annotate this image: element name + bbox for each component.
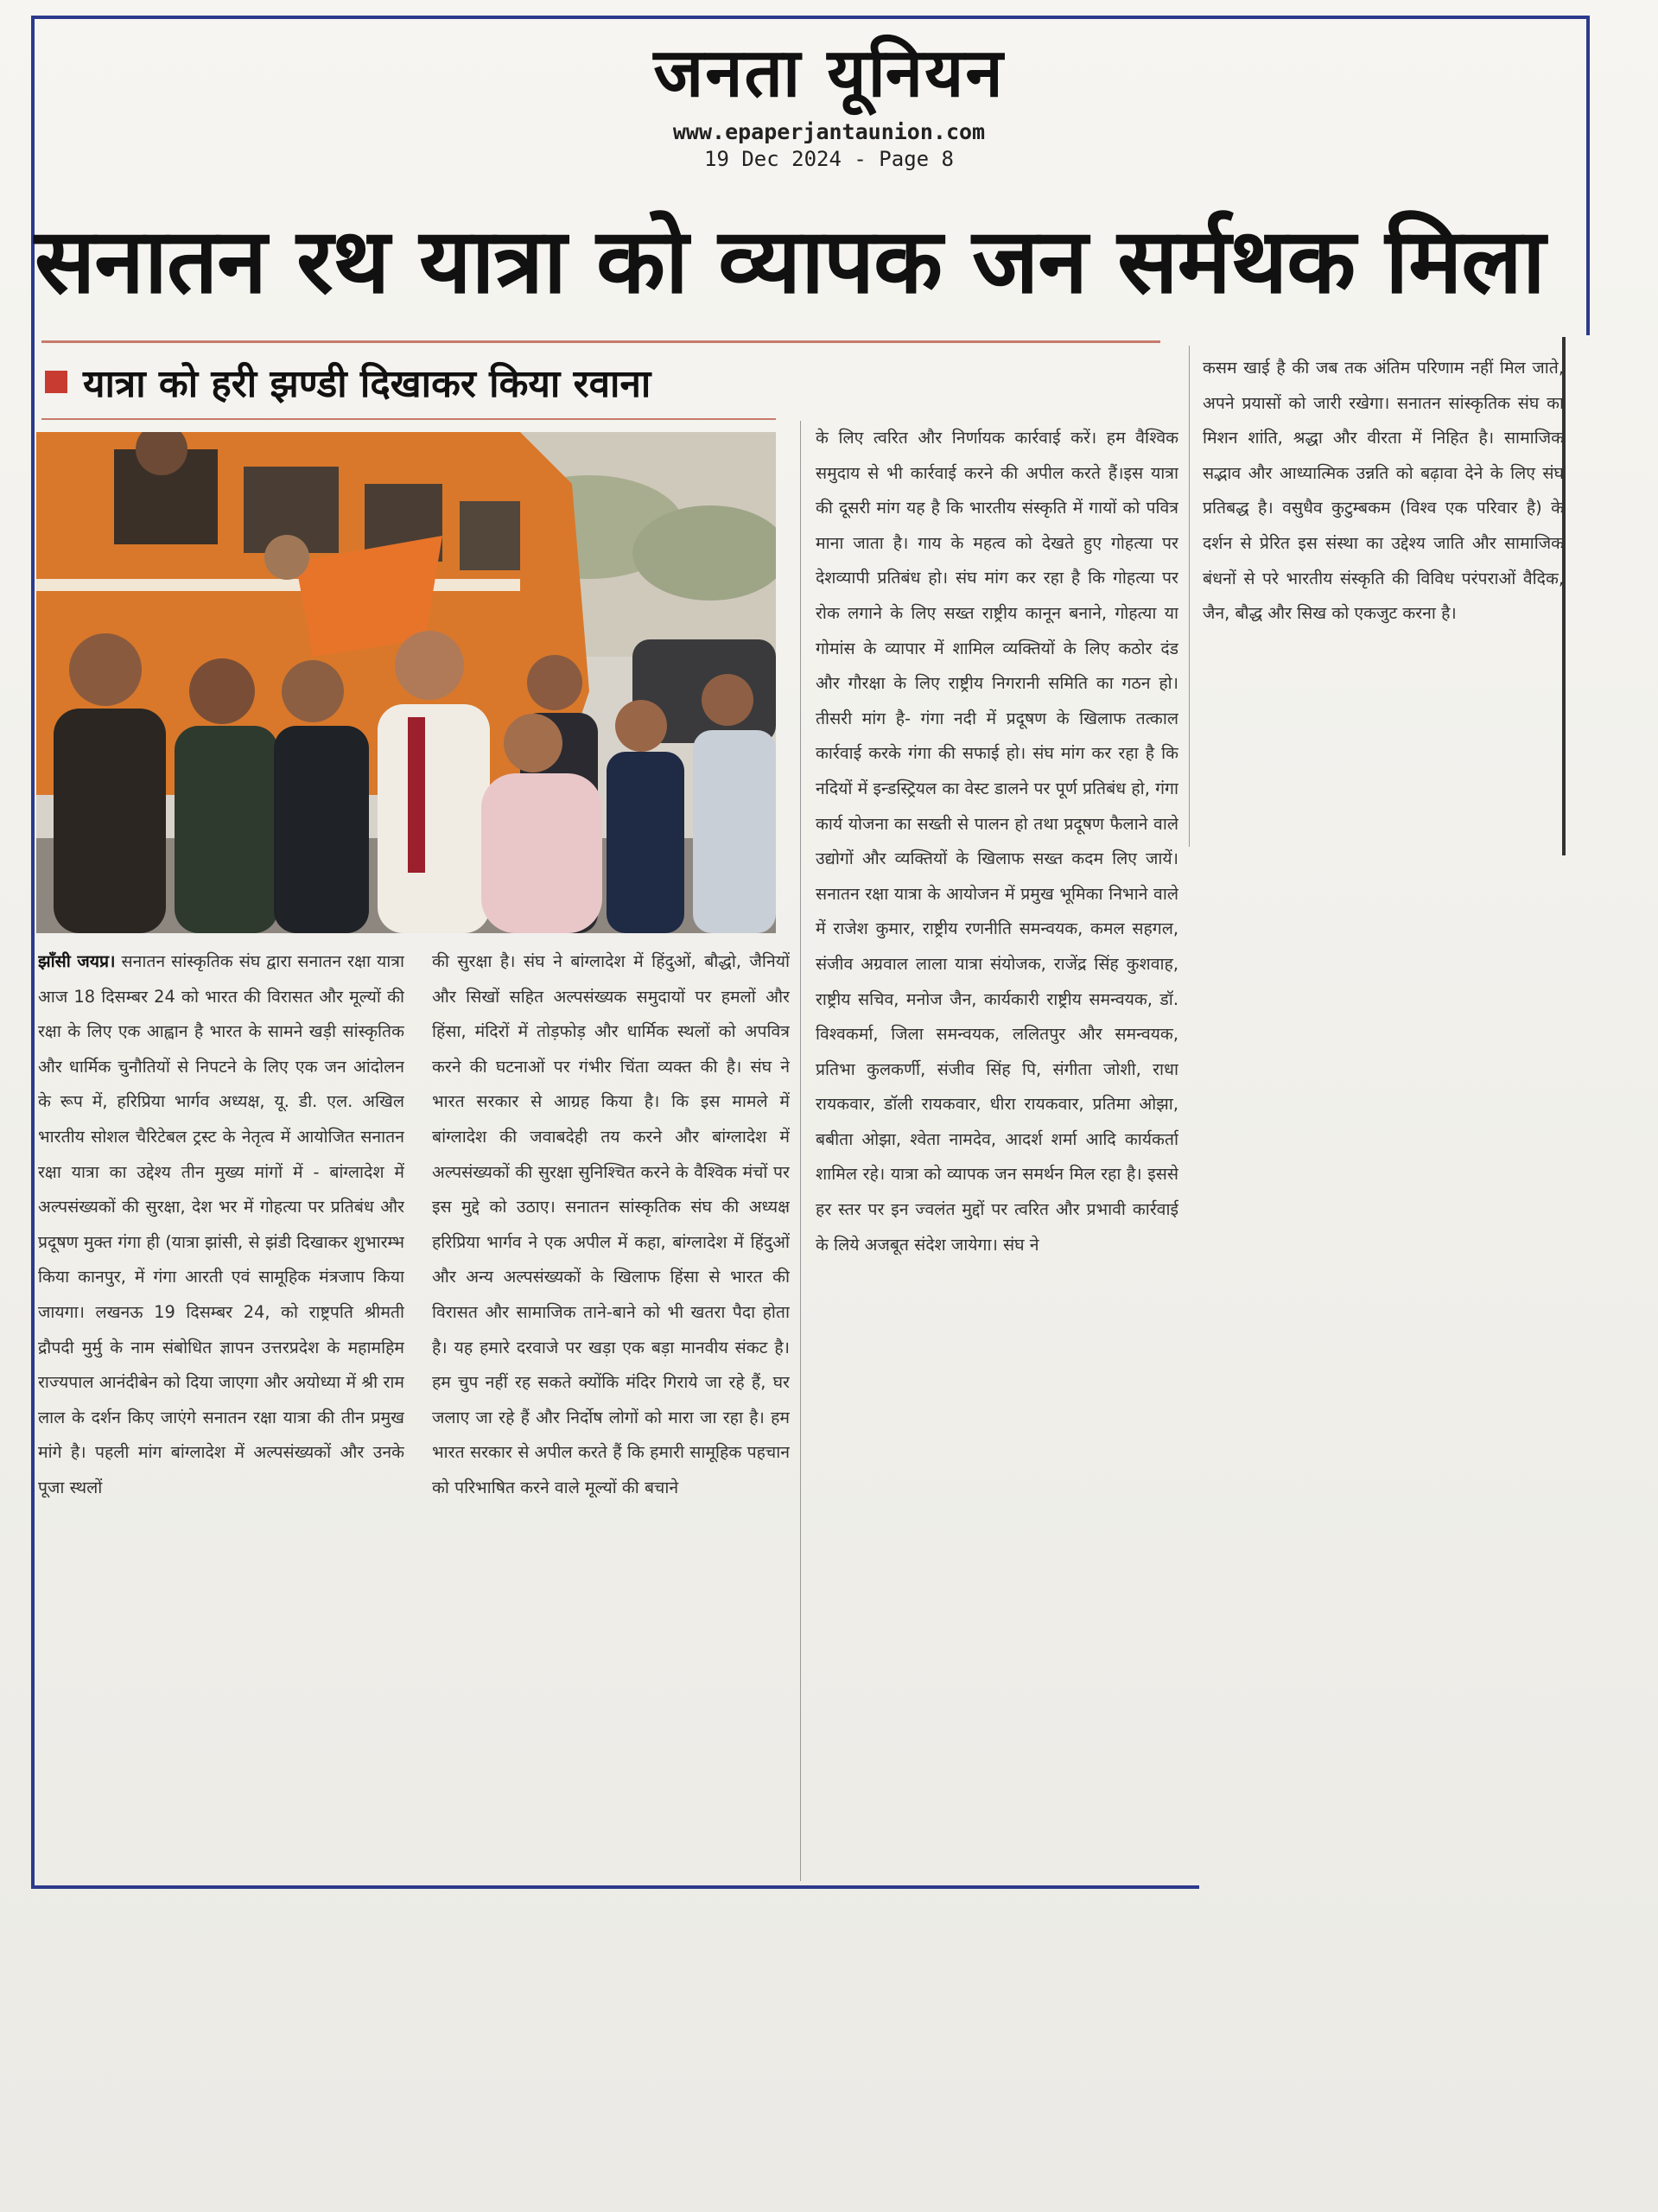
headline: सनातन रथ यात्रा को व्यापक जन सर्मथक मिला <box>35 208 1545 314</box>
article-column-3 <box>816 421 1178 1891</box>
photo-illustration <box>36 432 776 933</box>
col-divider <box>800 421 801 1881</box>
headline-rule <box>41 340 1160 343</box>
column-3-text: के लिए त्वरित और निर्णायक कार्रवाई करें। हम वैश्विक समुदाय से भी कार्रवाई करने की अपील करते हैं।इस यात्रा की दूसरी मांग यह है कि भारतीय संस्कृति में गायों को पवित्र माना जाता है। गाय के महत्व को देखते हुए गोहत्या पर देशव्यापी प्रतिबंध हो। संघ मांग कर रहा है कि गोहत्या पर रोक लगाने के लिए सख्त राष्ट्रीय कानून बनाने, गोहत्या या गोमांस के व्यापार में शामिल व्यक्तियों के लिए कठोर दंड और गौरक्षा के लिए राष्ट्रीय निगरानी समिति का गठन हो। तीसरी मांग है- गंगा नदी में प्रदूषण के खिलाफ तत्काल कार्रवाई करके गंगा की सफाई हो। संघ मांग कर रहा है कि नदियों में इन्डस्ट्रियल का वेस्ट डालने पर पूर्ण प्रतिबंध हो, गंगा कार्य योजना का सख्ती से पालन हो तथा प्रदूषण फैलाने वाले उद्योगों और व्यक्तियों के खिलाफ सख्त कदम लिए जायें। सनातन रक्षा यात्रा के आयोजन में प्रमुख भूमिका निभाने वाले में राजेश कुमार, राष्ट्रीय रणनीति समन्वयक, कमल सहगल, संजीव अग्रवाल लाला यात्रा संयोजक, राजेंद्र सिंह कुशवाह, राष्ट्रीय सचिव, मनोज जैन, कार्यकारी राष्ट्रीय समन्वयक, डॉ. विश्वकर्मा, जिला समन्वयक, ललितपुर और समन्वयक, प्रतिभा कुलकर्णी, संजीव सिंह पि, संगीता जोशी, राधा रायकवार, डॉली रायकवार, धीरा रायकवार, प्रतिमा ओझा, बबीता ओझा, श्वेता नामदेव, आदर्श शर्मा आदि कार्यकर्ता शामिल रहे। यात्रा को व्यापक जन समर्थन मिल रहा है। इससे हर स्तर पर इन ज्वलंत मुद्दों पर त्वरित और प्रभावी कार्रवाई के लिये अजबूत संदेश जायेगा। संघ ने <box>816 428 1178 1255</box>
masthead-url: www.epaperjantaunion.com <box>672 119 986 144</box>
article-column-1 <box>38 944 404 1885</box>
bullet-square-icon <box>45 371 67 393</box>
subhead-rule <box>41 418 776 420</box>
subhead-text: यात्रा को हरी झण्डी दिखाकर किया रवाना <box>83 362 651 406</box>
col-divider <box>1189 346 1190 847</box>
article-column-4 <box>1203 351 1564 835</box>
dateline: झाँसी जयप्र। <box>38 951 116 971</box>
masthead-date: 19 Dec 2024 - Page 8 <box>704 147 954 171</box>
subhead <box>45 356 651 408</box>
frame-top <box>31 16 1590 19</box>
column-4-text: कसम खाई है की जब तक अंतिम परिणाम नहीं मिल जाते, अपने प्रयासों को जारी रखेगा। सनातन सांस्कृतिक संघ का मिशन शांति, श्रद्धा और वीरता में निहित है। सामाजिक सद्भाव और आध्यात्मिक उन्नति को बढ़ावा देने के लिए संघ प्रतिबद्ध है। वसुधैव कुटुम्बकम (विश्व एक परिवार है) के दर्शन से प्रेरित इस संस्था का उद्देश्य जाति और सामाजिक बंधनों से परे भारतीय संस्कृति की विविध परंपराओं वैदिक, जैन, बौद्ध और सिख को एकजुट करना है। <box>1203 358 1564 624</box>
column-2-text: की सुरक्षा है। संघ ने बांग्लादेश में हिंदुओं, बौद्धो, जैनियों और सिखों सहित अल्पसंख्यक समुदायों पर हमलों और हिंसा, मंदिरों में तोड़फोड़ और धार्मिक स्थलों को अपवित्र करने की घटनाओं पर गंभीर चिंता व्यक्त की है। संघ ने भारत सरकार से आग्रह किया है। कि इस मामले में बांग्लादेश की जवाबदेही तय करने और बांग्लादेश में अल्पसंख्यकों की सुरक्षा सुनिश्चित करने के वैश्विक मंचों पर इस मुद्दे को उठाए। सनातन सांस्कृतिक संघ की अध्यक्ष हरिप्रिया भार्गव ने एक अपील में कहा, बांग्लादेश में हिंदुओं और अन्य अल्पसंख्यकों के खिलाफ हिंसा से भारत की विरासत और सामाजिक ताने-बाने को भी खतरा पैदा होता है। यह हमारे दरवाजे पर खड़ा एक बड़ा मानवीय संकट है। हम चुप नहीं रह सकते क्योंकि मंदिर गिराये जा रहे हैं, घर जलाए जा रहे हैं और निर्दोष लोगों को मारा जा रहा है। हम भारत सरकार से अपील करते हैं कि हमारी सामूहिक पहचान को परिभाषित करने वाले मूल्यों की बचाने <box>432 951 790 1497</box>
article-column-2 <box>432 944 790 1885</box>
masthead-title: जनता यूनियन <box>653 35 1005 112</box>
news-photo <box>36 432 776 933</box>
column-1-text: सनातन सांस्कृतिक संघ द्वारा सनातन रक्षा यात्रा आज 18 दिसम्बर 24 को भारत की विरासत और मूल्यों की रक्षा के लिए एक आह्वान है भारत के सामने खड़ी सांस्कृतिक और धार्मिक चुनौतियों से निपटने के लिए एक जन आंदोलन के रूप में, हरिप्रिया भार्गव अध्यक्ष, यू. डी. एल. अखिल भारतीय सोशल चैरिटेबल ट्रस्ट के नेतृत्व में आयोजित सनातन रक्षा यात्रा का उद्देश्य तीन मुख्य मांगों में - बांग्लादेश में अल्पसंख्यकों की सुरक्षा, देश भर में गोहत्या पर प्रतिबंध और प्रदूषण मुक्त गंगा ही (यात्रा झांसी, से झंडी दिखाकर शुभारम्भ किया कानपुर, में गंगा आरती एवं सामूहिक मंत्रजाप किया जायगा। लखनऊ 19 दिसम्बर 24, को राष्ट्रपति श्रीमती द्रौपदी मुर्मु के नाम संबोधित ज्ञापन उत्तरप्रदेश के महामहिम राज्यपाल आनंदीबेन को दिया जाएगा और अयोध्या में श्री राम लाल के दर्शन किए जाएंगे सनातन रक्षा यात्रा की तीन प्रमुख मांगे है। पहली मांग बांग्लादेश में अल्पसंख्यकों और उनके पूजा स्थलों <box>38 951 404 1497</box>
